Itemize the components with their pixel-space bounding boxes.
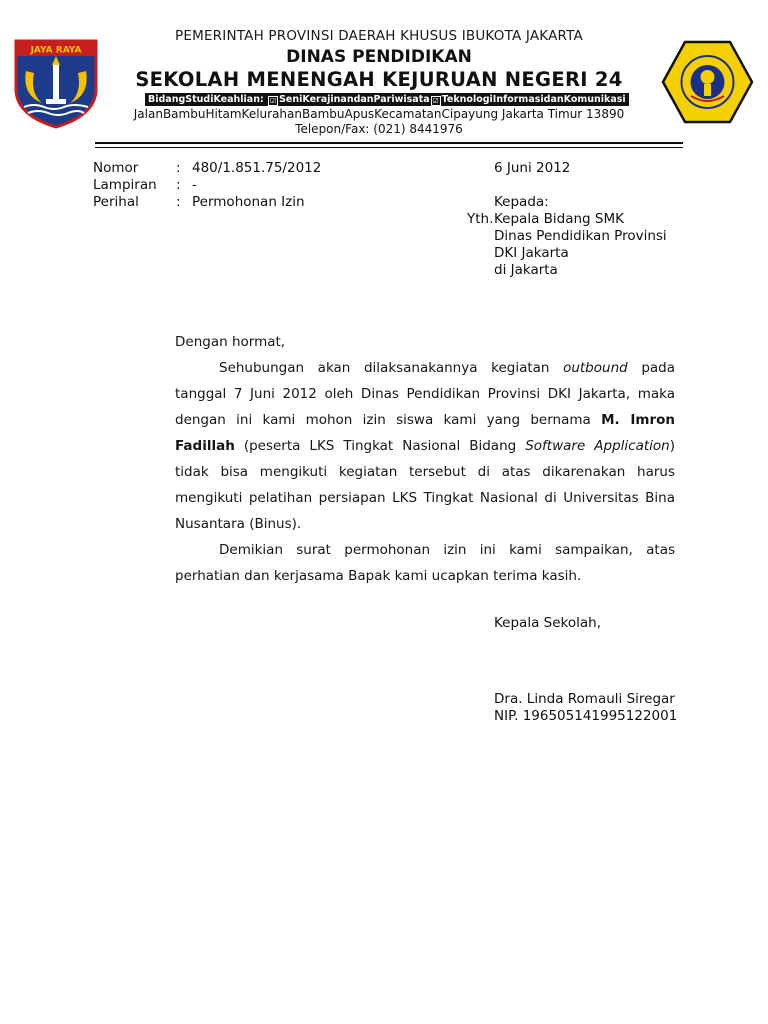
school-name-heading: SEKOLAH MENENGAH KEJURUAN NEGERI 24 — [135, 68, 623, 91]
p1-text-b: pada tanggal 7 Juni 2012 oleh Dinas Pendidikan Provinsi DKI Jakarta, maka dengan ini kami mohon izin siswa kami yang bernama — [175, 360, 675, 428]
field-label: BidangStudiKeahlian: — [148, 94, 264, 105]
checkbox-icon: ☑ — [432, 97, 439, 105]
student-name: M. Imron Fadillah — [175, 412, 675, 454]
jaya-raya-text: JAYA RAYA — [30, 45, 82, 56]
field-2: TeknologiInformasidanKomunikasi — [441, 94, 626, 105]
school-address: JalanBambuHitamKelurahanBambuApusKecamatanCipayung Jakarta Timur 13890 — [133, 107, 625, 121]
nomor-label: Nomor — [93, 160, 139, 176]
perihal-colon: : — [176, 194, 181, 210]
signatory-name: Dra. Linda Romauli Siregar — [494, 691, 675, 707]
school-phone: Telepon/Fax: (021) 8441976 — [295, 122, 463, 136]
perihal-label: Perihal — [93, 194, 139, 210]
letter-body — [175, 329, 675, 589]
field-1: SeniKerajinandanPariwisata — [279, 94, 430, 105]
signatory-nip: NIP. 196505141995122001 — [494, 708, 678, 724]
checkbox-icon: ☑ — [269, 97, 277, 105]
header-rule-thin — [95, 147, 683, 148]
lampiran-colon: : — [176, 177, 181, 193]
letter-date: 6 Juni 2012 — [494, 160, 571, 176]
department-heading: DINAS PENDIDIKAN — [286, 47, 472, 67]
recipient-line-1: Kepala Bidang SMK — [494, 211, 624, 227]
p1-text-c: (peserta LKS Tingkat Nasional Bidang — [234, 438, 526, 454]
jakarta-emblem-logo — [12, 37, 100, 129]
signature-title: Kepala Sekolah, — [494, 615, 601, 631]
recipient-line-4: di Jakarta — [494, 262, 558, 278]
yth-label: Yth. — [467, 211, 494, 227]
body-paragraph-1 — [175, 355, 675, 537]
nomor-value: 480/1.851.75/2012 — [192, 160, 322, 176]
p1-text-d: ) tidak bisa mengikuti kegiatan tersebut di atas dikarenakan harus mengikuti pelatihan persiapan LKS Tingkat Nasional di Universitas Bina Nusantara (Binus). — [175, 438, 675, 532]
nomor-colon: : — [176, 160, 181, 176]
perihal-value: Permohonan Izin — [192, 194, 305, 210]
government-heading: PEMERINTAH PROVINSI DAERAH KHUSUS IBUKOTA JAKARTA — [175, 28, 583, 44]
header-rule-thick — [95, 142, 683, 144]
field-of-study-banner — [145, 93, 629, 106]
smk-school-badge-logo — [661, 40, 754, 124]
lampiran-value: - — [192, 177, 197, 193]
recipient-line-2: Dinas Pendidikan Provinsi — [494, 228, 667, 244]
p1-text-a: Sehubungan akan dilaksanakannya kegiatan — [219, 360, 564, 376]
kepada-label: Kepada: — [494, 194, 549, 210]
recipient-line-3: DKI Jakarta — [494, 245, 569, 261]
p1-outbound: outbound — [563, 360, 628, 376]
p1-software-application: Software Application — [525, 438, 670, 454]
lampiran-label: Lampiran — [93, 177, 157, 193]
salutation: Dengan hormat, — [175, 334, 286, 350]
body-paragraph-2: Demikian surat permohonan izin ini kami sampaikan, atas perhatian dan kerjasama Bapak kami ucapkan terima kasih. — [175, 542, 675, 584]
